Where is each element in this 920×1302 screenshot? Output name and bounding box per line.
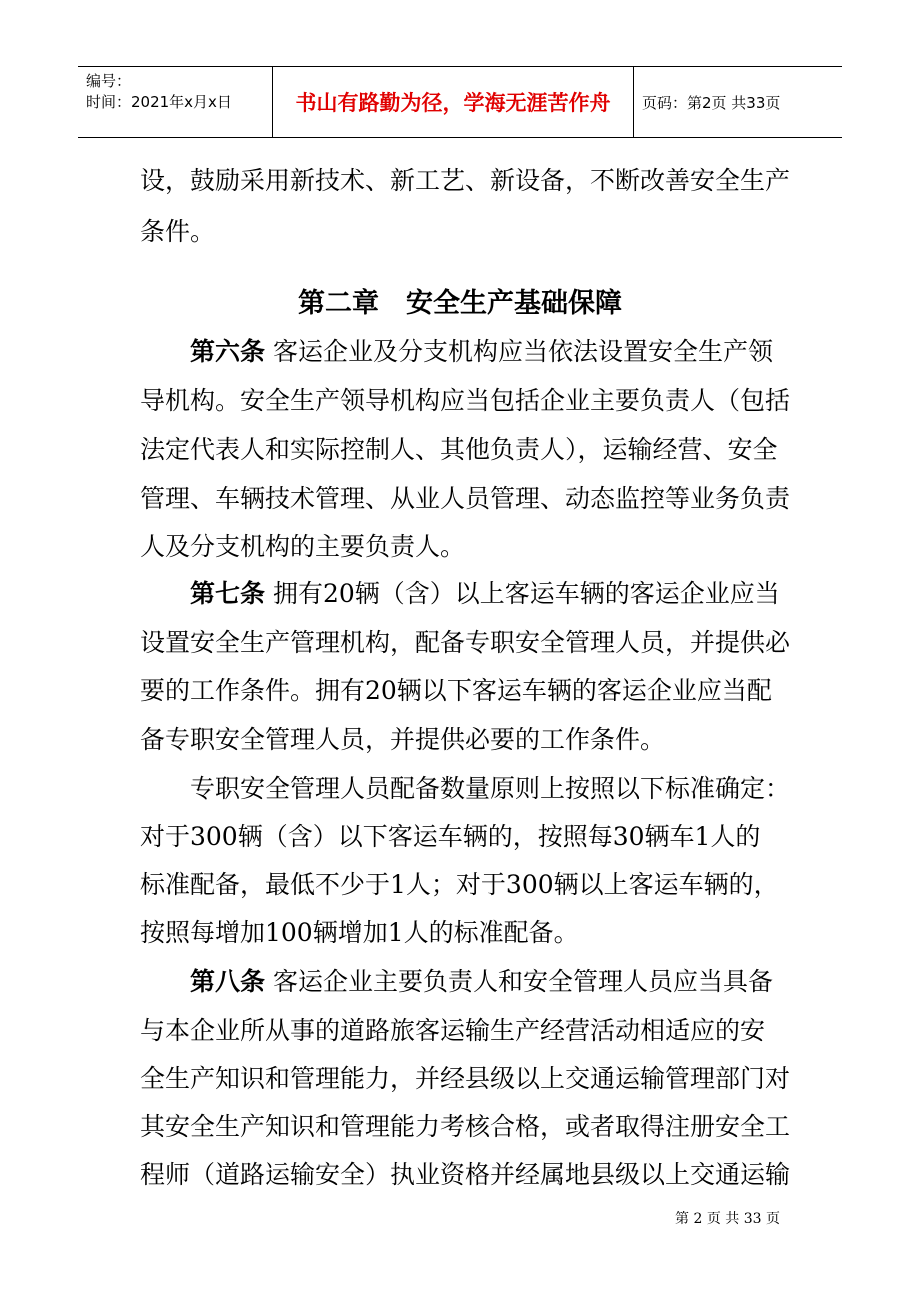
text-line: 对于300辆（含）以下客运车辆的，按照每30辆车1人的 [140,822,761,851]
page-footer: 第 2 页 共 33 页 [675,1211,780,1227]
text-line: 导机构。安全生产领导机构应当包括企业主要负责人（包括 [140,386,791,415]
text-line: 与本企业所从事的道路旅客运输生产经营活动相适应的安 [140,1016,766,1045]
article-6-title: 第六条 [190,337,266,366]
text-line: 法定代表人和实际控制人、其他负责人），运输经营、安全 [140,435,778,464]
text-line: 设，鼓励采用新技术、新工艺、新设备，不断改善安全生产 [140,166,791,195]
text-line: 程师（道路运输安全）执业资格并经属地县级以上交通运输 [140,1160,791,1189]
header-motto: 书山有路勤为径，学海无涯苦作舟 [273,67,634,137]
page-header [78,66,842,138]
article-7-text: 拥有20辆（含）以上客运车辆的客运企业应当 [272,579,780,608]
text-line: 设置安全生产管理机构，配备专职安全管理人员，并提供必 [140,628,791,657]
header-page-label: 页码：第2页 共33页 [642,93,781,112]
text-line: 管理、车辆技术管理、从业人员管理、动态监控等业务负责 [140,484,791,513]
text-line: 标准配备，最低不少于1人；对于300辆以上客运车辆的， [140,870,779,899]
article-7-line [190,581,780,606]
text-line: 备专职安全管理人员，并提供必要的工作条件。 [140,725,666,754]
article-8-title: 第八条 [190,967,266,996]
chapter-title: 第二章 安全生产基础保障 [298,288,622,319]
text-line: 全生产知识和管理能力，并经县级以上交通运输管理部门对 [140,1064,791,1093]
text-line: 其安全生产知识和管理能力考核合格，或者取得注册安全工 [140,1112,791,1141]
article-6-line [190,339,773,364]
article-6-text: 客运企业及分支机构应当依法设置安全生产领 [272,337,773,366]
header-info-cell [78,67,273,137]
text-line: 条件。 [140,217,216,246]
number-label: 编号： [86,72,132,90]
article-8-text: 客运企业主要负责人和安全管理人员应当具备 [272,967,773,996]
text-line: 按照每增加100辆增加1人的标准配备。 [140,918,579,947]
text-line: 要的工作条件。拥有20辆以下客运车辆的客运企业应当配 [140,676,772,705]
article-7-title: 第七条 [190,579,266,608]
text-line: 专职安全管理人员配备数量原则上按照以下标准确定： [190,774,791,803]
article-8-line [190,969,773,994]
time-label: 时间：2021年x月x日 [86,93,232,111]
text-line: 人及分支机构的主要负责人。 [140,532,466,561]
